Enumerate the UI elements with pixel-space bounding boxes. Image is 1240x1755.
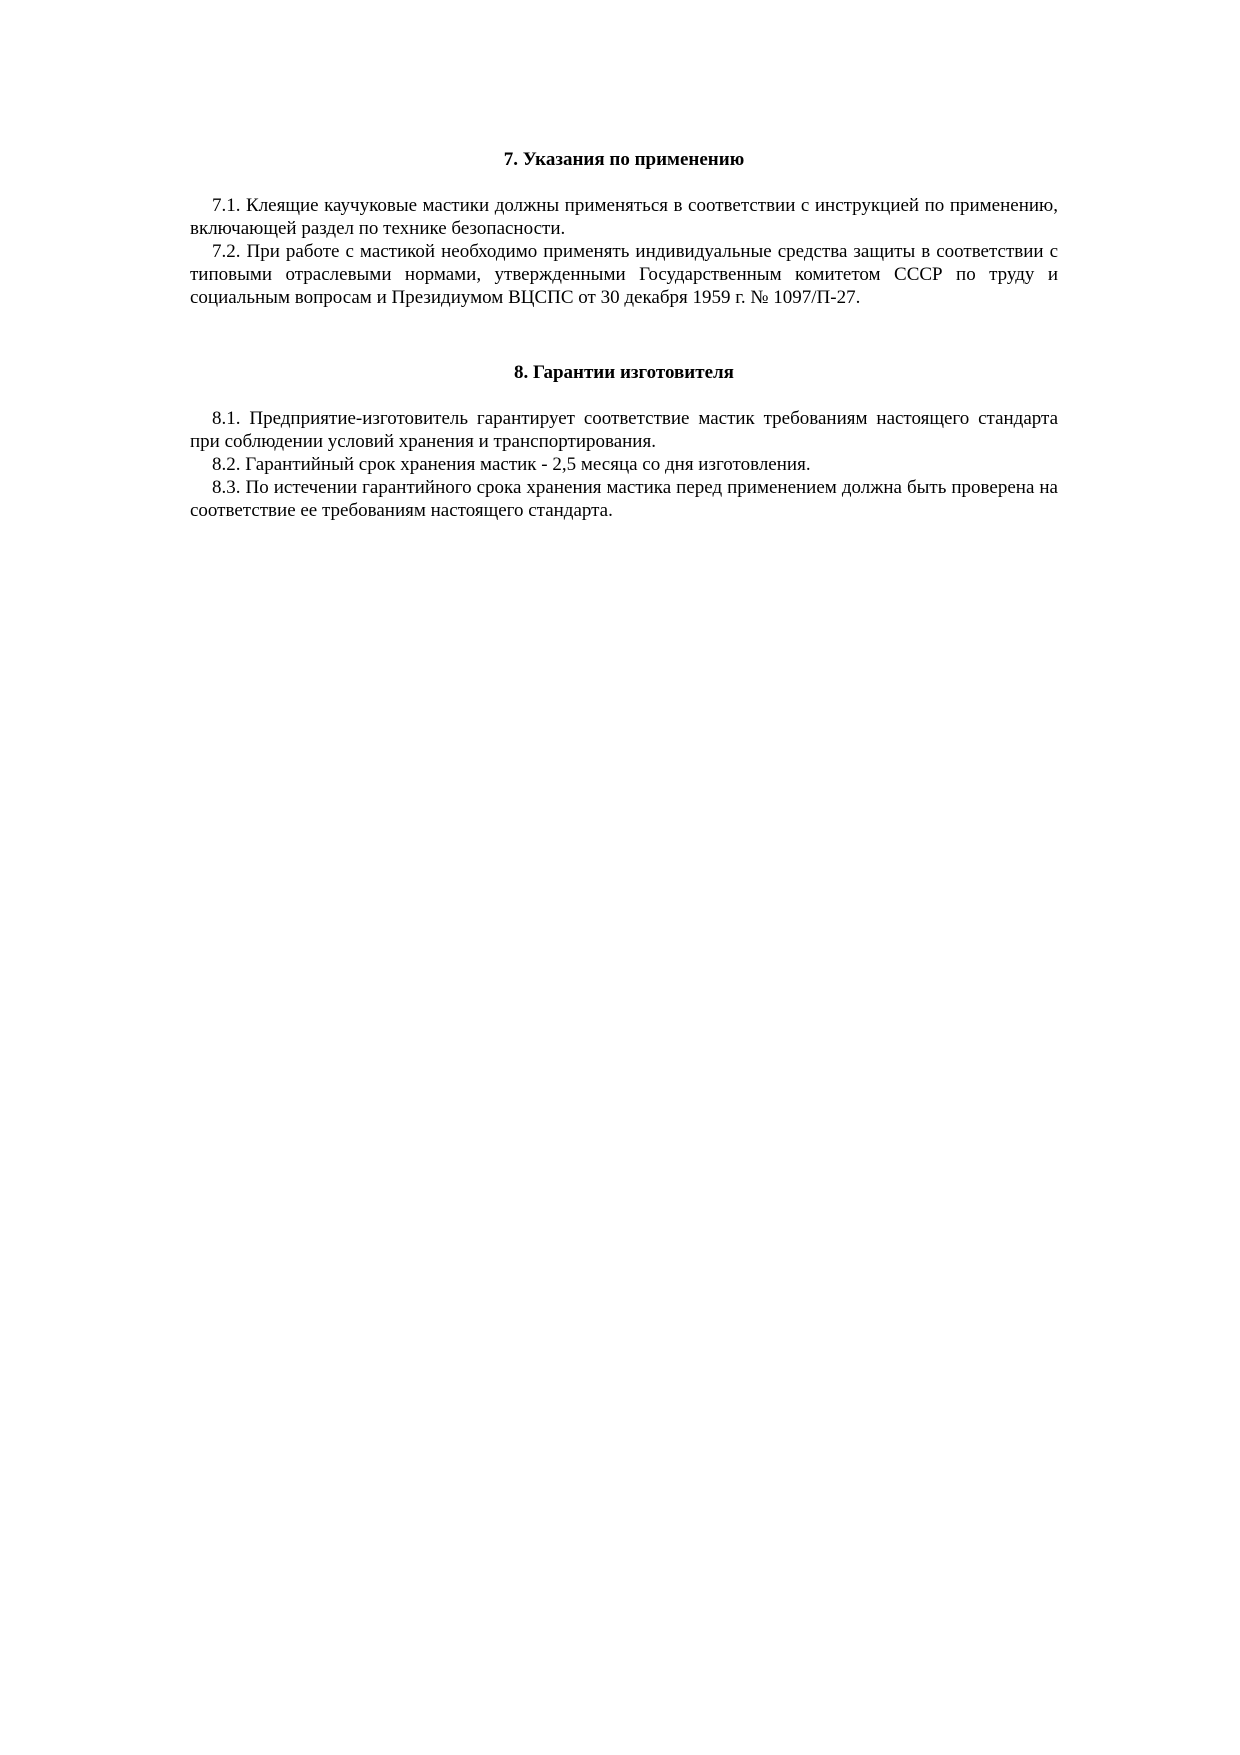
paragraph-8-3: 8.3. По истечении гарантийного срока хранения мастика перед применением должна быть проверена на соответствие ее требованиям настоящего стандарта. (190, 477, 1058, 521)
paragraph-7-1: 7.1. Клеящие каучуковые мастики должны применяться в соответствии с инструкцией по применению, включающей раздел по технике безопасности. (190, 195, 1058, 239)
section-8 (190, 361, 1058, 522)
paragraph-7-2: 7.2. При работе с мастикой необходимо применять индивидуальные средства защиты в соответствии с типовыми отраслевыми нормами, утвержденными Государственным комитетом СССР по труду и социальным вопросам и Президиумом ВЦСПС от 30 декабря 1959 г. № 1097/П-27. (190, 241, 1058, 308)
section-heading: 7. Указания по применению (503, 149, 745, 170)
paragraph-8-2: 8.2. Гарантийный срок хранения мастик - 2,5 месяца со дня изготовления. (212, 454, 811, 475)
section-7 (190, 148, 1058, 309)
section-heading: 8. Гарантии изготовителя (514, 362, 734, 383)
document-body (190, 148, 1058, 522)
paragraph-8-1: 8.1. Предприятие-изготовитель гарантирует соответствие мастик требованиям настоящего стандарта при соблюдении условий хранения и транспортирования. (190, 408, 1058, 452)
